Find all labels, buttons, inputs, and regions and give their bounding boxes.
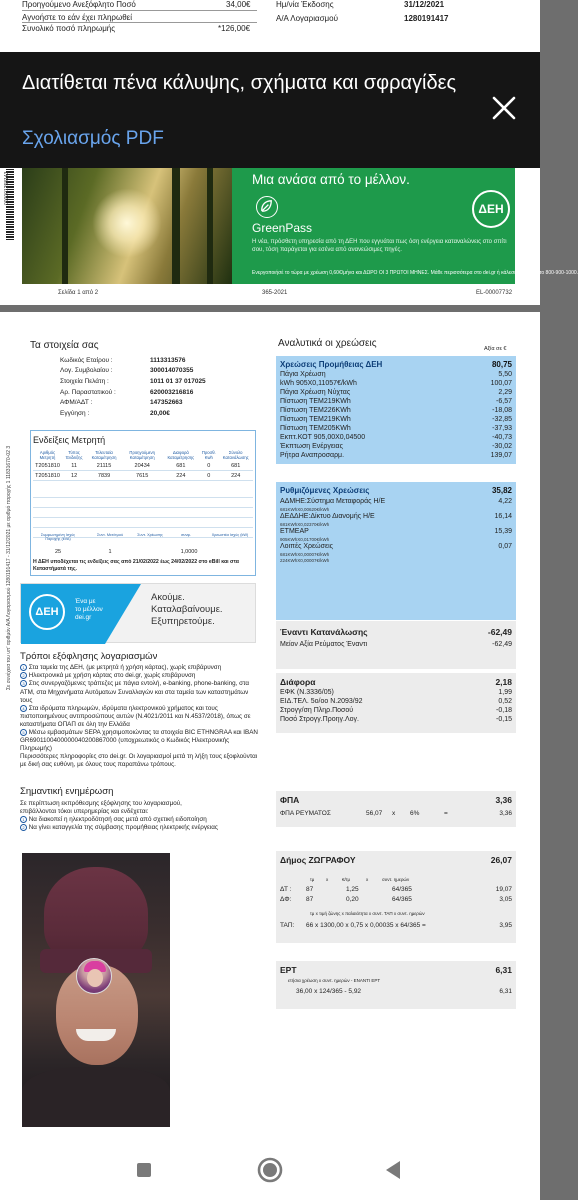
meter-cell: 0: [199, 461, 218, 471]
details-label: ΑΦΜ/ΑΔΤ :: [60, 399, 93, 406]
meter-cell: 681: [218, 461, 253, 471]
promo-tagline: Ένα με το μέλλον dei.gr: [75, 598, 103, 621]
details-title: Τα στοιχεία σας: [30, 340, 99, 351]
divider: [22, 10, 257, 11]
forest-photo: [22, 168, 232, 284]
meter-title: Ενδείξεις Μετρητή: [33, 435, 106, 445]
meter-table: [33, 449, 253, 481]
meter-header: Διαφορά Καταμέτρησης: [167, 450, 195, 460]
notice-text: Σε περίπτωση εκπρόθεσμης εξόφλησης του λογαριασμού, επιβάλλονται τόκοι υπερημερίας και ενδέχεται: 1 Να διακοπεί η ηλεκτροδότησή σας μετά από σχετική ειδοποίηση 2 Να γίνει καταγγελία της σύμβασης προμήθειας ηλεκτρικής ενέργειας: [20, 800, 218, 832]
page-indicator: Σελίδα 1 από 2: [58, 290, 99, 296]
meter-cell: 7615: [122, 471, 163, 481]
vat-box: ΦΠΑ 3,36 ΦΠΑ ΡΕΥΜΑΤΟΣ 56,07 x 6% = 3,36: [276, 791, 516, 827]
issue-date-label: Ημ/νία Έκδοσης: [276, 0, 334, 9]
meter-cell: 224: [162, 471, 199, 481]
meter-cell: 681: [162, 461, 199, 471]
meter-cell: T2051810: [33, 471, 62, 481]
footer-code: 365-2021: [262, 290, 288, 296]
leaf-icon: [256, 196, 278, 218]
bill-number-label: Α/Α Λογαριασμού: [276, 14, 338, 23]
issue-date-value: 31/12/2021: [404, 0, 445, 9]
deh-promo-banner: [20, 583, 256, 643]
meter-header: Τύπος Ένδειξης: [65, 450, 83, 460]
opposite-consumption-box: Έναντι Κατανάλωσης -62,49 Μείον Αξία Ρεύματος Έναντι -62,49: [276, 621, 516, 669]
meter-cell: T2051810: [33, 461, 62, 471]
greenpass-offer: Ενεργοποιήσέ το τώρα με χρέωση 0,60€/μήνα και ΔΩΡΟ ΟΙ 3 ΠΡΩΤΟΙ ΜΗΝΕΣ. Μάθε περισσότερα στο dei.gr ή κάλεσε δωρεάν στο 800-900-1000.: [252, 270, 578, 276]
details-value: 20,00€: [150, 410, 170, 417]
total-amount-label: Συνολικό ποσό πληρωμής: [22, 24, 116, 33]
prev-unpaid-label: Προηγούμενο Ανεξόφλητο Ποσό: [22, 0, 136, 9]
currency-label: Αξία σε €: [484, 346, 507, 352]
prev-unpaid-value: 34,00€: [226, 0, 251, 9]
meter-cell: 11: [62, 461, 86, 471]
municipality-box: Δήμος ΖΩΓΡΑΦΟΥ 26,07 τμ x €/τμ x συντ. ημερών ΔΤ : 87 1,25 64/365 19,07 ΔΦ: 87 0,20 64/365 3,05 τμ x τιμή ζώνης x παλαιότητα x συντ. ΤΑΠ x συντ. ημερών ΤΑΠ: 66 x 1300,00 x 0,75 x 0,00035 x 64/365 = 3,95: [276, 851, 516, 943]
banner-slogan: Μια ανάσα από το μέλλον.: [252, 172, 410, 187]
details-label: Λογ. Συμβολαίου :: [60, 367, 113, 374]
total-amount-value: *126,00€: [218, 24, 251, 33]
details-label: Κωδικός Εταίρου :: [60, 357, 113, 364]
table-row: [33, 471, 253, 481]
meter-header: Τελευταία Καταμέτρηση: [91, 450, 117, 460]
details-value: 147352663: [150, 399, 183, 406]
banner-green-panel: [232, 168, 578, 284]
details-label: Εγγύηση :: [60, 410, 90, 417]
meter-reading-note: Η ΔΕΗ υποδέχεται τις ενδείξεις σας από 21/02/2022 έως 24/02/2022 στο eBill και στα Καταστήματά της.: [33, 559, 239, 572]
vertical-note: Σε συνέχεια του υπ' αριθμόν Α/Α Λογαριασμού 1280191417 - 31/12/2021 με αριθμό παροχής 1 11831670-02 3: [6, 445, 12, 690]
payment-title: Τρόποι εξόφλησης λογαριασμών: [20, 651, 158, 662]
supply-charges-box: Χρεώσεις Προμήθειας ΔΕΗ 80,75 Πάγια Χρέωση 5,50 kWh 905X0,11057€/kWh 100,07 Πάγια Χρέωση Νύχτας 2,29 Πίστωση ΤΕΜ219KWh -6,57 Πίστωση ΤΕΜ226KWh -18,08 Πίστωση ΤΕΜ219KWh -32,85 Πίστωση ΤΕΜ205KWh -37,93 Εκπτ.ΚΟΤ 905,00Χ0,04500 -40,73 Έκπτωση Ενέργειας -30,02 Ρήτρα Αναπροσαρμ. 139,07: [276, 356, 516, 464]
meter-cell: 7839: [86, 471, 122, 481]
meter-header: Προηγούμενη Καταμέτρηση: [129, 450, 155, 460]
ignore-note: Αγνοήστε το εάν έχει πληρωθεί: [22, 13, 132, 22]
self-view-thumbnail[interactable]: [76, 958, 112, 994]
android-nav-bar: [0, 1140, 540, 1200]
side-code: 000001258143: [4, 171, 10, 205]
meter-header: Αριθμός Μετρητή: [39, 450, 56, 460]
greenpass-description: Η νέα, πρόσθετη υπηρεσία από τη ΔΕΗ που εγγυάται πως όση ενέργεια καταναλώνεις στο σπίτι σου, τόση παράγεται για εσένα από ανανεώσιμες πηγές.: [252, 239, 507, 253]
supply-title: Χρεώσεις Προμήθειας ΔΕΗ 80,75: [280, 360, 512, 369]
regulated-charges-box: Ρυθμιζόμενες Χρεώσεις 35,82 ΑΔΜΗΕ:Σύστημα Μεταφοράς Η/Ε 4,22 681KWhX0,00620€/kWh ΔΕΔΔΗΕ:Δίκτυο Διανομής Η/Ε 16,14 681KWhX0,02370€/kWh ΕΤΜΕΑΡ 15,39 905KWhX0,01700€/kWh Λοιπές Χρεώσεις 0,07 681KWhX0,00007€/kWh 224KWhX0,00007€/kWh: [276, 482, 516, 620]
divider: [22, 22, 257, 23]
regulated-title: Ρυθμιζόμενες Χρεώσεις 35,82: [280, 486, 512, 495]
greenpass-title: GreenPass: [252, 221, 313, 235]
details-label: Στοιχεία Πελάτη :: [60, 378, 109, 385]
greenpass-banner: [22, 168, 578, 284]
details-value: 300014070355: [150, 367, 194, 374]
meter-header: Σύνολο Κατανάλωσης: [222, 450, 249, 460]
notice-title: Σημαντική ενημέρωση: [20, 786, 114, 797]
circle-home-icon[interactable]: [254, 1154, 286, 1186]
square-icon[interactable]: [128, 1154, 160, 1186]
payment-methods: 1 Στα ταμεία της ΔΕΗ, (με μετρητά ή χρήση κάρτας), χωρίς επιβάρυνση 2 Ηλεκτρονικά με χρήση κάρτας στο dei.gr, χωρίς επιβάρυνση 3 Στις συνεργαζόμενες τράπεζες με πάγια εντολή, e-banking, phone-banking, στα ΑΤΜ, στα Μηχανήματα Αυτόματων Συναλλαγών και στα ταμεία των καταστημάτων τους 4 Στα ιδρύματα πληρωμών, ιδρύματα ηλεκτρονικού χρήματος και τους πιστοποιημένους αντιπροσώπους αυτών (Ν.4021/2011 και Ν.4537/2018), όπως σε καταστήματα ΟΠΑΠ σε όλη την Ελλάδα 5 Μέσω εμβασμάτων SEPA χρησιμοποιώντας τα στοιχεία BIC ETHNGRAA και IBAN GR6901100400000040200867000 (υποχρεωτικός ο Κωδικός Ηλεκτρονικής Πληρωμής) Περισσότερες πληροφορίες στο dei.gr. Οι λογαριασμοί μετά τη λήξη τους εξοφλούνται με δική σας ευθύνη, με όλους τους παραπάνω τρόπους.: [20, 664, 258, 768]
shoulder: [22, 1067, 170, 1127]
meter-cell: 0: [199, 471, 218, 481]
pdf-annotation-banner: [0, 52, 540, 168]
table-row: [33, 461, 253, 471]
meter-cell: 21115: [86, 461, 122, 471]
promo-lines: Ακούμε. Καταλαβαίνουμε. Εξυπηρετούμε.: [151, 592, 223, 627]
meter-cell: 20434: [122, 461, 163, 471]
details-value: 1011 01 37 017025: [150, 378, 206, 385]
bill-number-value: 1280191417: [404, 14, 449, 23]
pdf-annotate-link[interactable]: Σχολιασμός PDF: [22, 128, 164, 149]
meter-cell: 12: [62, 471, 86, 481]
footer-ref: EL-00007732: [476, 290, 513, 296]
details-value: 620003216816: [150, 389, 194, 396]
details-label: Αρ. Παραστατικού :: [60, 389, 116, 396]
meter-cell: 224: [218, 471, 253, 481]
meter-readings-box: Ενδείξεις Μετρητή Αριθμός Μετρητή Τύπος Ένδειξης Τελευταία Καταμέτρηση Προηγούμενη Καταμέτρηση Διαφορά Καταμέτρησης Προσθ. Κwh Σύνολο Κατανάλωσης T2051810 11 21115 20434 681 0 681 T2051810 12 7839 7615 224 0 224 Συμφωνημένη Ισχύς Παροχής (kVA) Συντ. Μετ/σμού Συντ. Χρέωσης συνφ. Χρεωστέα Ισχύς (kW) 25 1 1,0000 Η ΔΕΗ υποδέχεται τις ενδείξεις σας από 21/02/2022 έως 24/02/2022 στο eBill και στα Καταστήματά της.: [30, 430, 256, 576]
charges-title: Αναλυτικά οι χρεώσεις: [278, 338, 377, 349]
deh-logo-icon: ΔΕΗ: [472, 190, 510, 228]
deh-logo-icon: ΔΕΗ: [29, 594, 65, 630]
ert-box: ΕΡΤ 6,31 ετήσια χρέωση x συντ. ημερών - ΕΝΑΝΤΙ ΕΡΤ 36,00 x 124/365 - 5,92 6,31: [276, 961, 516, 1009]
meter-header: Προσθ. Κwh: [201, 450, 216, 460]
close-icon[interactable]: [488, 92, 520, 124]
triangle-back-icon[interactable]: [378, 1154, 410, 1186]
smile: [76, 1029, 116, 1041]
details-value: 1113313576: [150, 357, 186, 364]
misc-charges-box: Διάφορα 2,18 ΕΦΚ (Ν.3336/05) 1,99 ΕΙΔ.ΤΕΛ. 5ο/οο Ν.2093/92 0,52 Στρογγ/ση Πληρ.Ποσού -0,18 Ποσό Στρογγ.Προηγ.Λογ. -0,15: [276, 673, 516, 733]
annotation-message: Διατίθεται πένα κάλυψης, σχήματα και σφραγίδες: [22, 72, 457, 94]
